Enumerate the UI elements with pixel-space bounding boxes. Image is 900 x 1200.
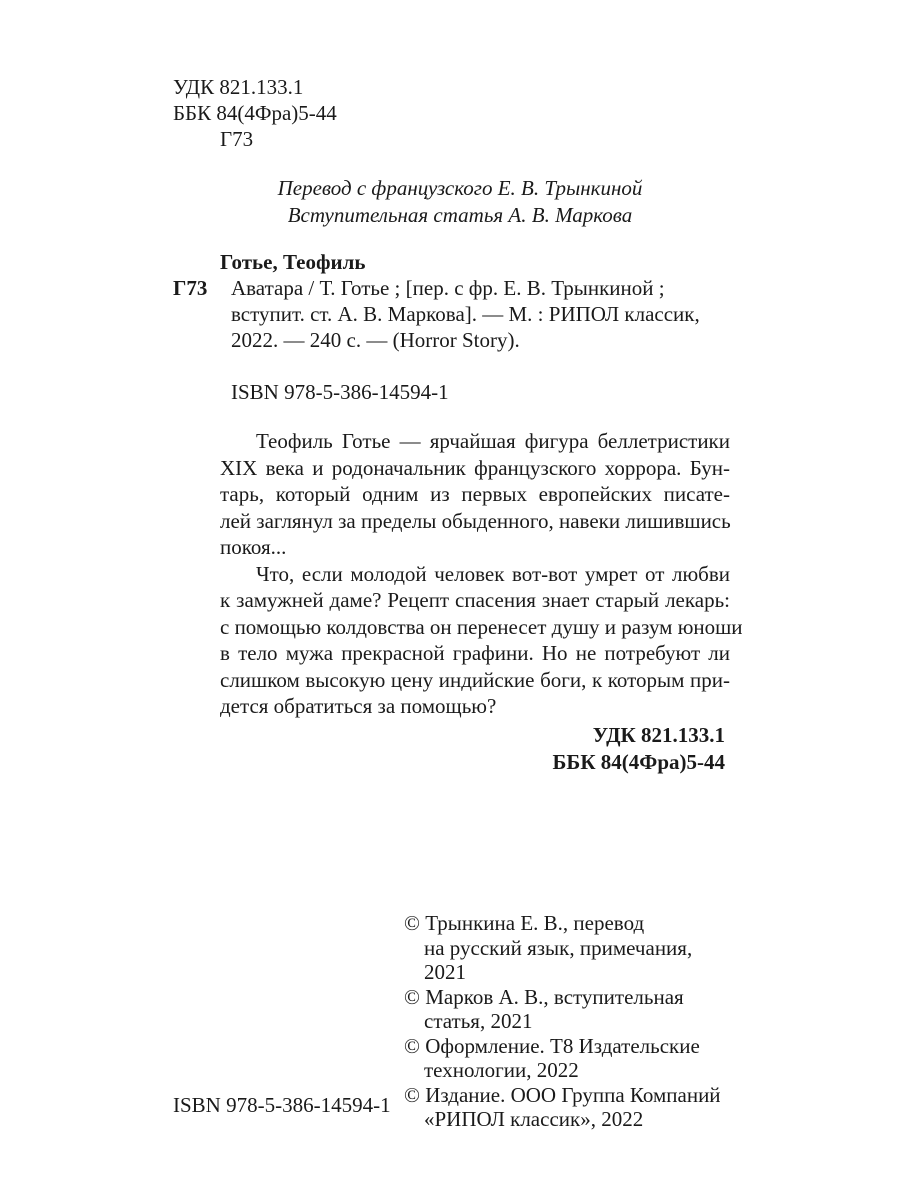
copyright-line: статья, 2021 xyxy=(424,1009,533,1033)
copyright-line: на русский язык, примечания, xyxy=(424,935,693,960)
author-heading: Готье, Теофиль xyxy=(220,250,366,274)
annotation xyxy=(220,428,743,720)
annotation-line: XIX века и родоначальник французского хоррора. Бун- xyxy=(220,455,730,480)
copyright-line: © Оформление. Т8 Издательские xyxy=(404,1033,700,1058)
translation-credit: Перевод с французского Е. В. Трынкиной xyxy=(277,176,643,200)
author-mark: Г73 xyxy=(220,127,254,151)
annotation-line: в тело мужа прекрасной графини. Но не потребуют ли xyxy=(220,641,730,665)
catalog-description xyxy=(231,275,731,353)
copyright-line: «РИПОЛ классик», 2022 xyxy=(424,1107,644,1131)
introduction-credit: Вступительная статья А. В. Маркова xyxy=(287,203,633,227)
annotation-line: слишком высокую цену индийские боги, к которым при- xyxy=(220,667,730,692)
catalog-line: вступит. ст. А. В. Маркова]. — М. : РИПОЛ классик, xyxy=(231,302,700,326)
udk-code: УДК 821.133.1 xyxy=(592,723,725,747)
annotation-line: покоя... xyxy=(220,535,287,559)
copyright-line: © Издание. ООО Группа Компаний xyxy=(404,1082,721,1107)
isbn-bottom: ISBN 978-5-386-14594-1 xyxy=(173,1093,391,1117)
classification-block-top xyxy=(173,74,337,152)
catalog-mark: Г73 xyxy=(173,276,208,300)
annotation-line: лей заглянул за пределы обыденного, навеки лишившись xyxy=(220,508,731,533)
annotation-line: с помощью колдовства он перенесет душу и разум юноши xyxy=(220,614,743,639)
annotation-line: Теофиль Готье — ярчайшая фигура беллетристики xyxy=(256,429,730,453)
annotation-line: к замужней даме? Рецепт спасения знает старый лекарь: xyxy=(220,588,730,612)
annotation-line: тарь, который одним из первых европейских писате- xyxy=(220,482,730,506)
credits-block xyxy=(0,175,900,229)
copyright-line: © Марков А. В., вступительная xyxy=(404,984,684,1009)
isbn-catalog: ISBN 978-5-386-14594-1 xyxy=(231,380,449,404)
annotation-line: Что, если молодой человек вот-вот умрет от любви xyxy=(256,561,730,586)
catalog-line: 2022. — 240 с. — (Horror Story). xyxy=(231,328,520,352)
bbk-code: ББК 84(4Фра)5-44 xyxy=(552,750,725,774)
copyright-block xyxy=(404,910,721,1131)
classification-block-right xyxy=(553,722,725,776)
copyright-line: © Трынкина Е. В., перевод xyxy=(404,911,645,935)
copyright-line: технологии, 2022 xyxy=(424,1058,579,1082)
annotation-line: дется обратиться за помощью? xyxy=(220,694,497,718)
copyright-line: 2021 xyxy=(424,960,466,984)
catalog-line: Аватара / Т. Готье ; [пер. с фр. Е. В. Трынкиной ; xyxy=(231,276,665,300)
udk-code: УДК 821.133.1 xyxy=(173,75,304,99)
bbk-code: ББК 84(4Фра)5-44 xyxy=(173,101,337,125)
